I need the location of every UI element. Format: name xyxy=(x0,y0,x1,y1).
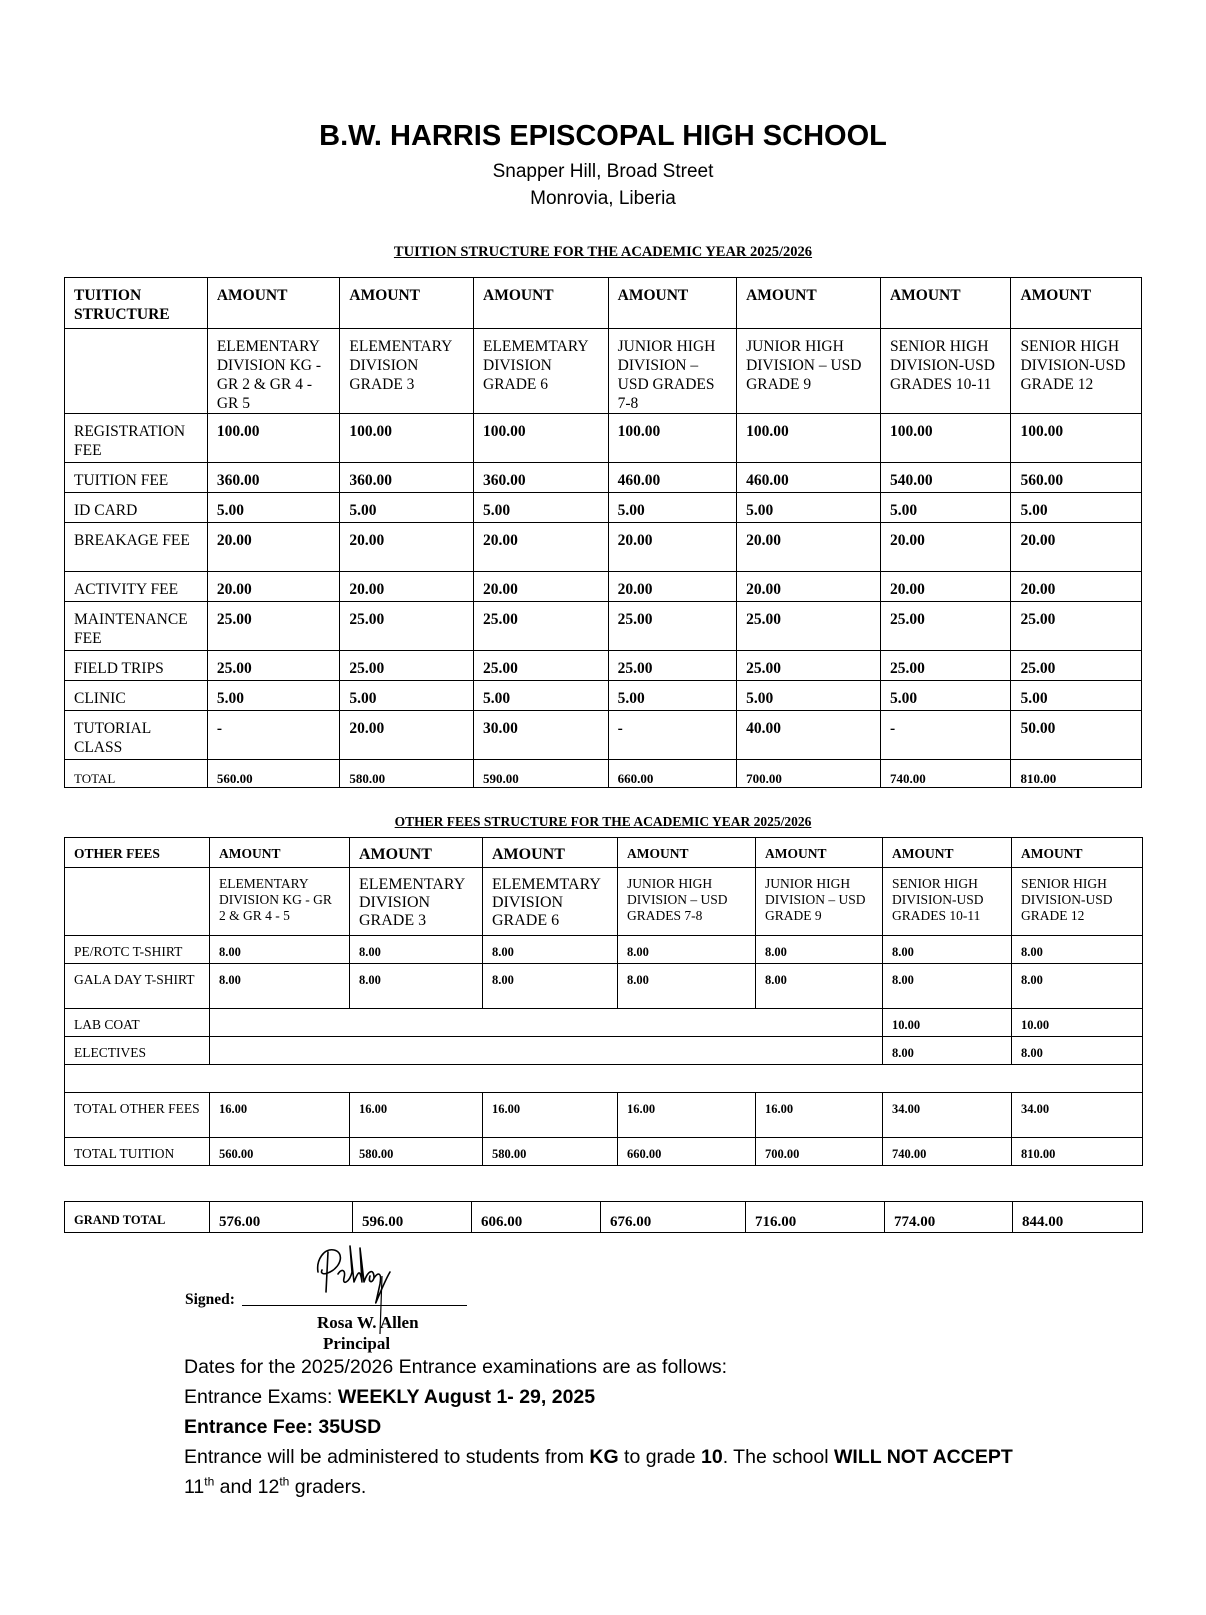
ordinal-suffix: th xyxy=(204,1474,215,1489)
other-fees-header-row xyxy=(65,838,1143,868)
table-row xyxy=(65,463,1142,493)
fee-value: 100.00 xyxy=(474,414,609,463)
fee-value: 5.00 xyxy=(207,681,340,711)
address-line-2: Monrovia, Liberia xyxy=(530,188,676,209)
admin-grade: 10 xyxy=(701,1446,723,1468)
fee-value: 20.00 xyxy=(608,523,736,572)
table-row xyxy=(65,1037,1143,1065)
grand-total-value: 576.00 xyxy=(210,1202,353,1233)
fee-value: 25.00 xyxy=(474,602,609,651)
division-label: JUNIOR HIGH DIVISION – USD GRADE 9 xyxy=(756,868,883,936)
grand-total-label: GRAND TOTAL xyxy=(65,1202,210,1233)
row-label: BREAKAGE FEE xyxy=(65,523,208,572)
fee-value: 460.00 xyxy=(608,463,736,493)
fee-value: 20.00 xyxy=(737,572,881,602)
fee-value: 8.00 xyxy=(483,964,618,1009)
division-label: ELEMENTARY DIVISION KG - GR 2 & GR 4 - GR 5 xyxy=(207,329,340,414)
row-label: ACTIVITY FEE xyxy=(65,572,208,602)
entrance-fee-line xyxy=(184,1412,1013,1442)
grade-12: 12 xyxy=(257,1476,280,1498)
empty-cell xyxy=(210,1009,883,1037)
entrance-fee: Entrance Fee: 35USD xyxy=(184,1416,382,1438)
grade-11: 11 xyxy=(184,1476,205,1498)
total-value: 810.00 xyxy=(1011,760,1142,788)
fee-value: 20.00 xyxy=(1011,572,1142,602)
fee-value: 8.00 xyxy=(350,936,483,964)
fee-value: 20.00 xyxy=(340,523,474,572)
division-label: SENIOR HIGH DIVISION-USD GRADES 10-11 xyxy=(883,868,1012,936)
signed-label: Signed: xyxy=(185,1291,235,1308)
grand-total-value: 606.00 xyxy=(472,1202,601,1233)
fee-value: 25.00 xyxy=(1011,602,1142,651)
total-value: 700.00 xyxy=(737,760,881,788)
fee-value: 20.00 xyxy=(880,572,1011,602)
row-label: FIELD TRIPS xyxy=(65,651,208,681)
tuition-header-row xyxy=(65,278,1142,329)
total-value: 590.00 xyxy=(474,760,609,788)
total-value: 580.00 xyxy=(340,760,474,788)
amount-header: AMOUNT xyxy=(1011,278,1142,329)
fee-value: 8.00 xyxy=(756,936,883,964)
entrance-dates-line: Dates for the 2025/2026 Entrance examinations are as follows: xyxy=(184,1356,728,1378)
amount-header: AMOUNT xyxy=(618,838,756,868)
fee-value: 8.00 xyxy=(350,964,483,1009)
total-value: 580.00 xyxy=(350,1138,483,1166)
fee-value: 100.00 xyxy=(1011,414,1142,463)
total-value: 16.00 xyxy=(483,1093,618,1138)
fee-value: 360.00 xyxy=(340,463,474,493)
fee-value: 5.00 xyxy=(608,493,736,523)
division-label: ELEMEMTARY DIVISION GRADE 6 xyxy=(474,329,609,414)
total-value: 16.00 xyxy=(350,1093,483,1138)
fee-value: 20.00 xyxy=(340,572,474,602)
fee-value: 8.00 xyxy=(883,936,1012,964)
row-label: PE/ROTC T-SHIRT xyxy=(65,936,210,964)
grand-total-value: 844.00 xyxy=(1013,1202,1143,1233)
will-not-accept: WILL NOT ACCEPT xyxy=(834,1446,1013,1468)
row-label: CLINIC xyxy=(65,681,208,711)
empty-cell xyxy=(65,868,210,936)
tuition-division-row xyxy=(65,329,1142,414)
total-value: 560.00 xyxy=(210,1138,350,1166)
fee-value: 360.00 xyxy=(207,463,340,493)
table-row xyxy=(65,1093,1143,1138)
principal-title: Principal xyxy=(323,1334,391,1353)
total-value: 34.00 xyxy=(883,1093,1012,1138)
table-row xyxy=(65,523,1142,572)
table-row xyxy=(65,1138,1143,1166)
fee-value: 8.00 xyxy=(883,1037,1012,1065)
fee-value: 100.00 xyxy=(880,414,1011,463)
division-label: SENIOR HIGH DIVISION-USD GRADE 12 xyxy=(1011,329,1142,414)
division-label: ELEMEMTARY DIVISION GRADE 6 xyxy=(483,868,618,936)
table-row xyxy=(65,572,1142,602)
entrance-admin-line xyxy=(184,1442,1013,1472)
fee-value: 20.00 xyxy=(608,572,736,602)
total-row xyxy=(65,760,1142,788)
row-label: TOTAL OTHER FEES xyxy=(65,1093,210,1138)
exams-label: Entrance Exams: xyxy=(184,1386,338,1408)
fee-value: 5.00 xyxy=(1011,493,1142,523)
table-row xyxy=(65,414,1142,463)
blank-row xyxy=(65,1065,1143,1093)
fee-value: 20.00 xyxy=(207,572,340,602)
fee-value: 8.00 xyxy=(618,936,756,964)
fee-value: 25.00 xyxy=(880,602,1011,651)
fee-value: 25.00 xyxy=(737,651,881,681)
fee-value: 25.00 xyxy=(207,602,340,651)
fee-value: 5.00 xyxy=(1011,681,1142,711)
ordinal-suffix: th xyxy=(279,1474,290,1489)
admin-text: graders. xyxy=(289,1476,367,1498)
total-value: 16.00 xyxy=(210,1093,350,1138)
fee-value: 20.00 xyxy=(474,572,609,602)
row-label: TUITION FEE xyxy=(65,463,208,493)
admin-text: Entrance will be administered to students from xyxy=(184,1446,590,1468)
row-label: GALA DAY T-SHIRT xyxy=(65,964,210,1009)
fee-value: 5.00 xyxy=(207,493,340,523)
fee-value: 20.00 xyxy=(737,523,881,572)
fee-value: 5.00 xyxy=(608,681,736,711)
fee-value: 360.00 xyxy=(474,463,609,493)
total-value: 16.00 xyxy=(756,1093,883,1138)
total-value: 34.00 xyxy=(1012,1093,1143,1138)
table-row xyxy=(65,964,1143,1009)
grand-total-value: 676.00 xyxy=(601,1202,746,1233)
fee-value: 25.00 xyxy=(340,602,474,651)
fee-value: 30.00 xyxy=(474,711,609,760)
empty-cell xyxy=(65,329,208,414)
total-value: 660.00 xyxy=(608,760,736,788)
exams-value: WEEKLY August 1- 29, 2025 xyxy=(337,1386,596,1408)
school-name: B.W. HARRIS EPISCOPAL HIGH SCHOOL xyxy=(319,120,887,152)
row-label: TUTORIAL CLASS xyxy=(65,711,208,760)
division-label: ELEMENTARY DIVISION GRADE 3 xyxy=(340,329,474,414)
total-value: 560.00 xyxy=(207,760,340,788)
amount-header: AMOUNT xyxy=(883,838,1012,868)
row-label: TOTAL xyxy=(65,760,208,788)
amount-header: AMOUNT xyxy=(756,838,883,868)
amount-header: AMOUNT xyxy=(880,278,1011,329)
amount-header: AMOUNT xyxy=(1012,838,1143,868)
total-value: 580.00 xyxy=(483,1138,618,1166)
admin-kg: KG xyxy=(589,1446,619,1468)
fee-value: 8.00 xyxy=(1012,936,1143,964)
fee-value: 5.00 xyxy=(737,493,881,523)
row-label: REGISTRATION FEE xyxy=(65,414,208,463)
amount-header: AMOUNT xyxy=(474,278,609,329)
total-value: 700.00 xyxy=(756,1138,883,1166)
fee-value: 100.00 xyxy=(340,414,474,463)
fee-value: - xyxy=(880,711,1011,760)
row-label: TOTAL TUITION xyxy=(65,1138,210,1166)
grand-total-value: 774.00 xyxy=(885,1202,1013,1233)
fee-value: 5.00 xyxy=(340,493,474,523)
graders-line xyxy=(184,1472,1013,1502)
row-label: ELECTIVES xyxy=(65,1037,210,1065)
fee-value: 10.00 xyxy=(883,1009,1012,1037)
fee-value: 25.00 xyxy=(880,651,1011,681)
fee-value: 10.00 xyxy=(1012,1009,1143,1037)
tuition-table xyxy=(64,277,1142,788)
fee-value: 40.00 xyxy=(737,711,881,760)
fee-value: 460.00 xyxy=(737,463,881,493)
fee-value: 8.00 xyxy=(618,964,756,1009)
fee-value: 8.00 xyxy=(1012,1037,1143,1065)
amount-header: AMOUNT xyxy=(483,838,618,868)
amount-header: AMOUNT xyxy=(210,838,350,868)
fee-value: 8.00 xyxy=(210,964,350,1009)
fee-value: 100.00 xyxy=(207,414,340,463)
table-row xyxy=(65,651,1142,681)
empty-cell xyxy=(65,1065,1143,1093)
total-value: 740.00 xyxy=(880,760,1011,788)
total-value: 810.00 xyxy=(1012,1138,1143,1166)
fee-value: 20.00 xyxy=(340,711,474,760)
principal-name: Rosa W. Allen xyxy=(317,1313,419,1332)
division-label: ELEMENTARY DIVISION GRADE 3 xyxy=(350,868,483,936)
fee-value: 8.00 xyxy=(756,964,883,1009)
empty-cell xyxy=(210,1037,883,1065)
fee-value: 5.00 xyxy=(474,493,609,523)
entrance-exams-line xyxy=(184,1382,1013,1412)
fee-value: 540.00 xyxy=(880,463,1011,493)
fee-value: 8.00 xyxy=(483,936,618,964)
fee-value: 25.00 xyxy=(207,651,340,681)
table-row xyxy=(65,681,1142,711)
other-fees-division-row xyxy=(65,868,1143,936)
entrance-notes xyxy=(184,1352,1013,1502)
fee-value: 25.00 xyxy=(1011,651,1142,681)
fee-value: - xyxy=(608,711,736,760)
fee-value: 20.00 xyxy=(880,523,1011,572)
total-value: 740.00 xyxy=(883,1138,1012,1166)
fee-value: - xyxy=(207,711,340,760)
fee-value: 5.00 xyxy=(880,681,1011,711)
fee-value: 25.00 xyxy=(340,651,474,681)
division-label: JUNIOR HIGH DIVISION – USD GRADES 7-8 xyxy=(608,329,736,414)
division-label: ELEMENTARY DIVISION KG - GR 2 & GR 4 - 5 xyxy=(210,868,350,936)
table-row xyxy=(65,1009,1143,1037)
total-value: 16.00 xyxy=(618,1093,756,1138)
row-label: ID CARD xyxy=(65,493,208,523)
fee-value: 5.00 xyxy=(880,493,1011,523)
admin-text: and xyxy=(214,1476,258,1498)
fee-value: 8.00 xyxy=(210,936,350,964)
admin-text: . The school xyxy=(722,1446,834,1468)
row-label: LAB COAT xyxy=(65,1009,210,1037)
division-label: SENIOR HIGH DIVISION-USD GRADES 10-11 xyxy=(880,329,1011,414)
other-fees-caption: OTHER FEES STRUCTURE FOR THE ACADEMIC YEAR 2025/2026 xyxy=(394,814,812,829)
total-value: 660.00 xyxy=(618,1138,756,1166)
amount-header: AMOUNT xyxy=(340,278,474,329)
fee-value: 5.00 xyxy=(474,681,609,711)
table-row xyxy=(65,493,1142,523)
grand-total-value: 596.00 xyxy=(353,1202,472,1233)
fee-value: 20.00 xyxy=(474,523,609,572)
fee-value: 5.00 xyxy=(340,681,474,711)
fee-value: 5.00 xyxy=(737,681,881,711)
address-line-1: Snapper Hill, Broad Street xyxy=(492,161,714,182)
fee-value: 100.00 xyxy=(737,414,881,463)
other-fees-table xyxy=(64,837,1143,1166)
table-row xyxy=(65,602,1142,651)
division-label: JUNIOR HIGH DIVISION – USD GRADES 7-8 xyxy=(618,868,756,936)
table-row xyxy=(65,711,1142,760)
fee-value: 25.00 xyxy=(474,651,609,681)
row-label: MAINTENANCE FEE xyxy=(65,602,208,651)
tuition-caption: TUITION STRUCTURE FOR THE ACADEMIC YEAR 2025/2026 xyxy=(393,244,813,260)
grand-total-row xyxy=(65,1202,1143,1233)
fee-value: 20.00 xyxy=(1011,523,1142,572)
fee-value: 25.00 xyxy=(737,602,881,651)
fee-value: 25.00 xyxy=(608,651,736,681)
fee-value: 560.00 xyxy=(1011,463,1142,493)
tuition-corner-label: TUITION STRUCTURE xyxy=(65,278,208,329)
other-fees-corner-label: OTHER FEES xyxy=(65,838,210,868)
division-label: SENIOR HIGH DIVISION-USD GRADE 12 xyxy=(1012,868,1143,936)
fee-value: 8.00 xyxy=(1012,964,1143,1009)
amount-header: AMOUNT xyxy=(207,278,340,329)
fee-value: 50.00 xyxy=(1011,711,1142,760)
fee-value: 25.00 xyxy=(608,602,736,651)
fee-value: 20.00 xyxy=(207,523,340,572)
amount-header: AMOUNT xyxy=(350,838,483,868)
fee-value: 100.00 xyxy=(608,414,736,463)
division-label: JUNIOR HIGH DIVISION – USD GRADE 9 xyxy=(737,329,881,414)
amount-header: AMOUNT xyxy=(608,278,736,329)
table-row xyxy=(65,936,1143,964)
admin-text: to grade xyxy=(618,1446,701,1468)
grand-total-table xyxy=(64,1201,1143,1233)
fee-value: 8.00 xyxy=(883,964,1012,1009)
signature-caption xyxy=(317,1312,419,1354)
grand-total-value: 716.00 xyxy=(746,1202,885,1233)
amount-header: AMOUNT xyxy=(737,278,881,329)
